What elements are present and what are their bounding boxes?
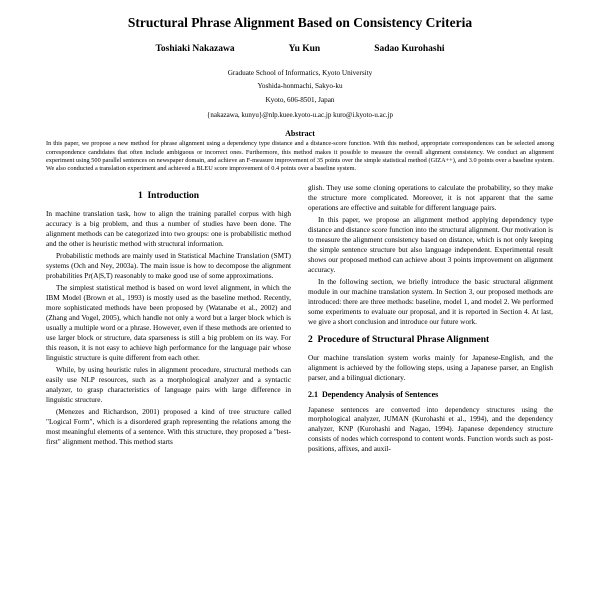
subsection-heading-dependency [308, 390, 553, 401]
section-heading-procedure [308, 334, 553, 347]
section-title-procedure: Procedure of Structural Phrase Alignment [317, 334, 490, 345]
right-paragraph-3: In the following section, we briefly introduce the basic structural alignment module in our machine translation system. In Section 3, our proposed methods are introduced: there are three methods: baseline, model 1, and model 2. We performed some experiments to evaluate our proposal, and it is reported in Section 4. At last, we give a short conclusion and introduce our future work. [308, 277, 553, 327]
right-paragraph-2: In this paper, we propose an alignment method applying dependency type distance and distance score function into the structural alignment. Our motivation is to measure the alignment consistency based on distance, which is not only keeping the simple sentence structure but also language independent. Experimental result shows our proposed method can achieve about 3 points improvement on alignment accuracy. [308, 215, 553, 274]
affiliation-line-1: Graduate School of Informatics, Kyoto University [227, 68, 373, 77]
intro-paragraph-2: Probabilistic methods are mainly used in Statistical Machine Translation (SMT) systems (Och and Ney, 2003a). The main issue is how to decompose the alignment probabilities Pr(A|S,T) reasonably to make good use of some approximations. [46, 251, 291, 280]
body-columns [46, 183, 554, 457]
right-paragraph-1: glish. They use some cloning operations to calculate the probability, so they make the structure more complicated. Moreover, it is not apparent that the same operations are effective and suitable for different language pairs. [308, 183, 553, 212]
subsection-number-21: 2.1 [308, 389, 318, 399]
intro-paragraph-5: (Menezes and Richardson, 2001) proposed a kind of tree structure called "Logical Form", which is a disordered graph representing the relations among the most meaningful elements of a sentence. With this structure, they proposed a "best-first" alignment method. This method starts [46, 407, 291, 447]
abstract-text: In this paper, we propose a new method for phrase alignment using a dependency type distance and a distance-score function. With this method, appropriate correspondences can be selected among correspondence candidates that often include ambiguous or incorrect ones. Furthermore, this method makes it possible to measure the overall alignment consistency. We conduct an alignment experiment using 500 parallel sentences on newspaper domain, and achieve an F-measure improvement of 35 points over the simple statistical method (GIZA++), and 3.0 points over a baseline system. We also conducted a translation experiment and achieved a BLEU score improvement of 0.4 points over a baseline system. [46, 140, 554, 172]
section-number-1: 1 [137, 191, 143, 202]
right-column [308, 183, 553, 457]
section-title-introduction: Introduction [147, 191, 200, 202]
abstract-heading: Abstract [285, 129, 315, 139]
author-2: Yu Kun [288, 43, 321, 54]
author-3: Sadao Kurohashi [374, 43, 445, 54]
section-number-2: 2 [308, 334, 313, 345]
author-1: Toshiaki Nakazawa [155, 43, 235, 54]
section-heading-introduction [46, 190, 291, 203]
author-list [46, 44, 554, 54]
subsection-title-dependency: Dependency Analysis of Sentences [322, 389, 439, 399]
procedure-paragraph-1: Our machine translation system works mainly for Japanese-English, and the alignment is achieved by the following steps, using a Japanese parser, an English parser, and a bilingual dictionary. [308, 352, 553, 382]
page-title: Structural Phrase Alignment Based on Consistency Criteria [127, 15, 473, 30]
intro-paragraph-4: While, by using heuristic rules in alignment procedure, structural methods can easily use NLP resources, such as a morphological analyzer and a syntactic analyzer, to grasp characteristics of language pairs with large difference in linguistic structure. [46, 365, 291, 405]
affiliation-line-2: Yoshida-honmachi, Sakyo-ku [257, 82, 343, 91]
intro-paragraph-3: The simplest statistical method is based on word level alignment, in which the IBM Model (Brown et al., 1993) is mostly used as the baseline method. Recently, more sophisticated methods have been proposed by (Watanabe et al., 2002) and (Zhang and Vogel, 2005), which handle not only a word but a larger block which is usually a multiple word or a phrase. However, even if these methods are oriented to use larger block or structure, data sparseness is still a big problem on its way. For this reason, it is not easy to achieve high performance for the language pair whose linguistic structure is quite different from each other. [46, 283, 291, 362]
left-column [46, 183, 291, 457]
affiliation-line-3: Kyoto, 606-8501, Japan [265, 96, 335, 105]
intro-paragraph-1: In machine translation task, how to align the training parallel corpus with high accuracy is a big problem, and thus a number of studies have been done. The alignment methods can be categorized into two groups: one is probabilistic method and the other is heuristic method with structural information. [46, 208, 291, 248]
dependency-paragraph-1: Japanese sentences are converted into dependency structures using the morphological analyzer, JUMAN (Kurohashi et al., 1994), and the dependency analyzer, KNP (Kurohashi and Nagao, 1994). Japanese dependency structure consists of nodes which correspond to content words. Function words such as post-positions, affixes, and auxil- [308, 404, 553, 454]
author-emails: {nakazawa, kunyu}@nlp.kuee.kyoto-u.ac.jp kuro@i.kyoto-u.ac.jp [206, 111, 393, 120]
